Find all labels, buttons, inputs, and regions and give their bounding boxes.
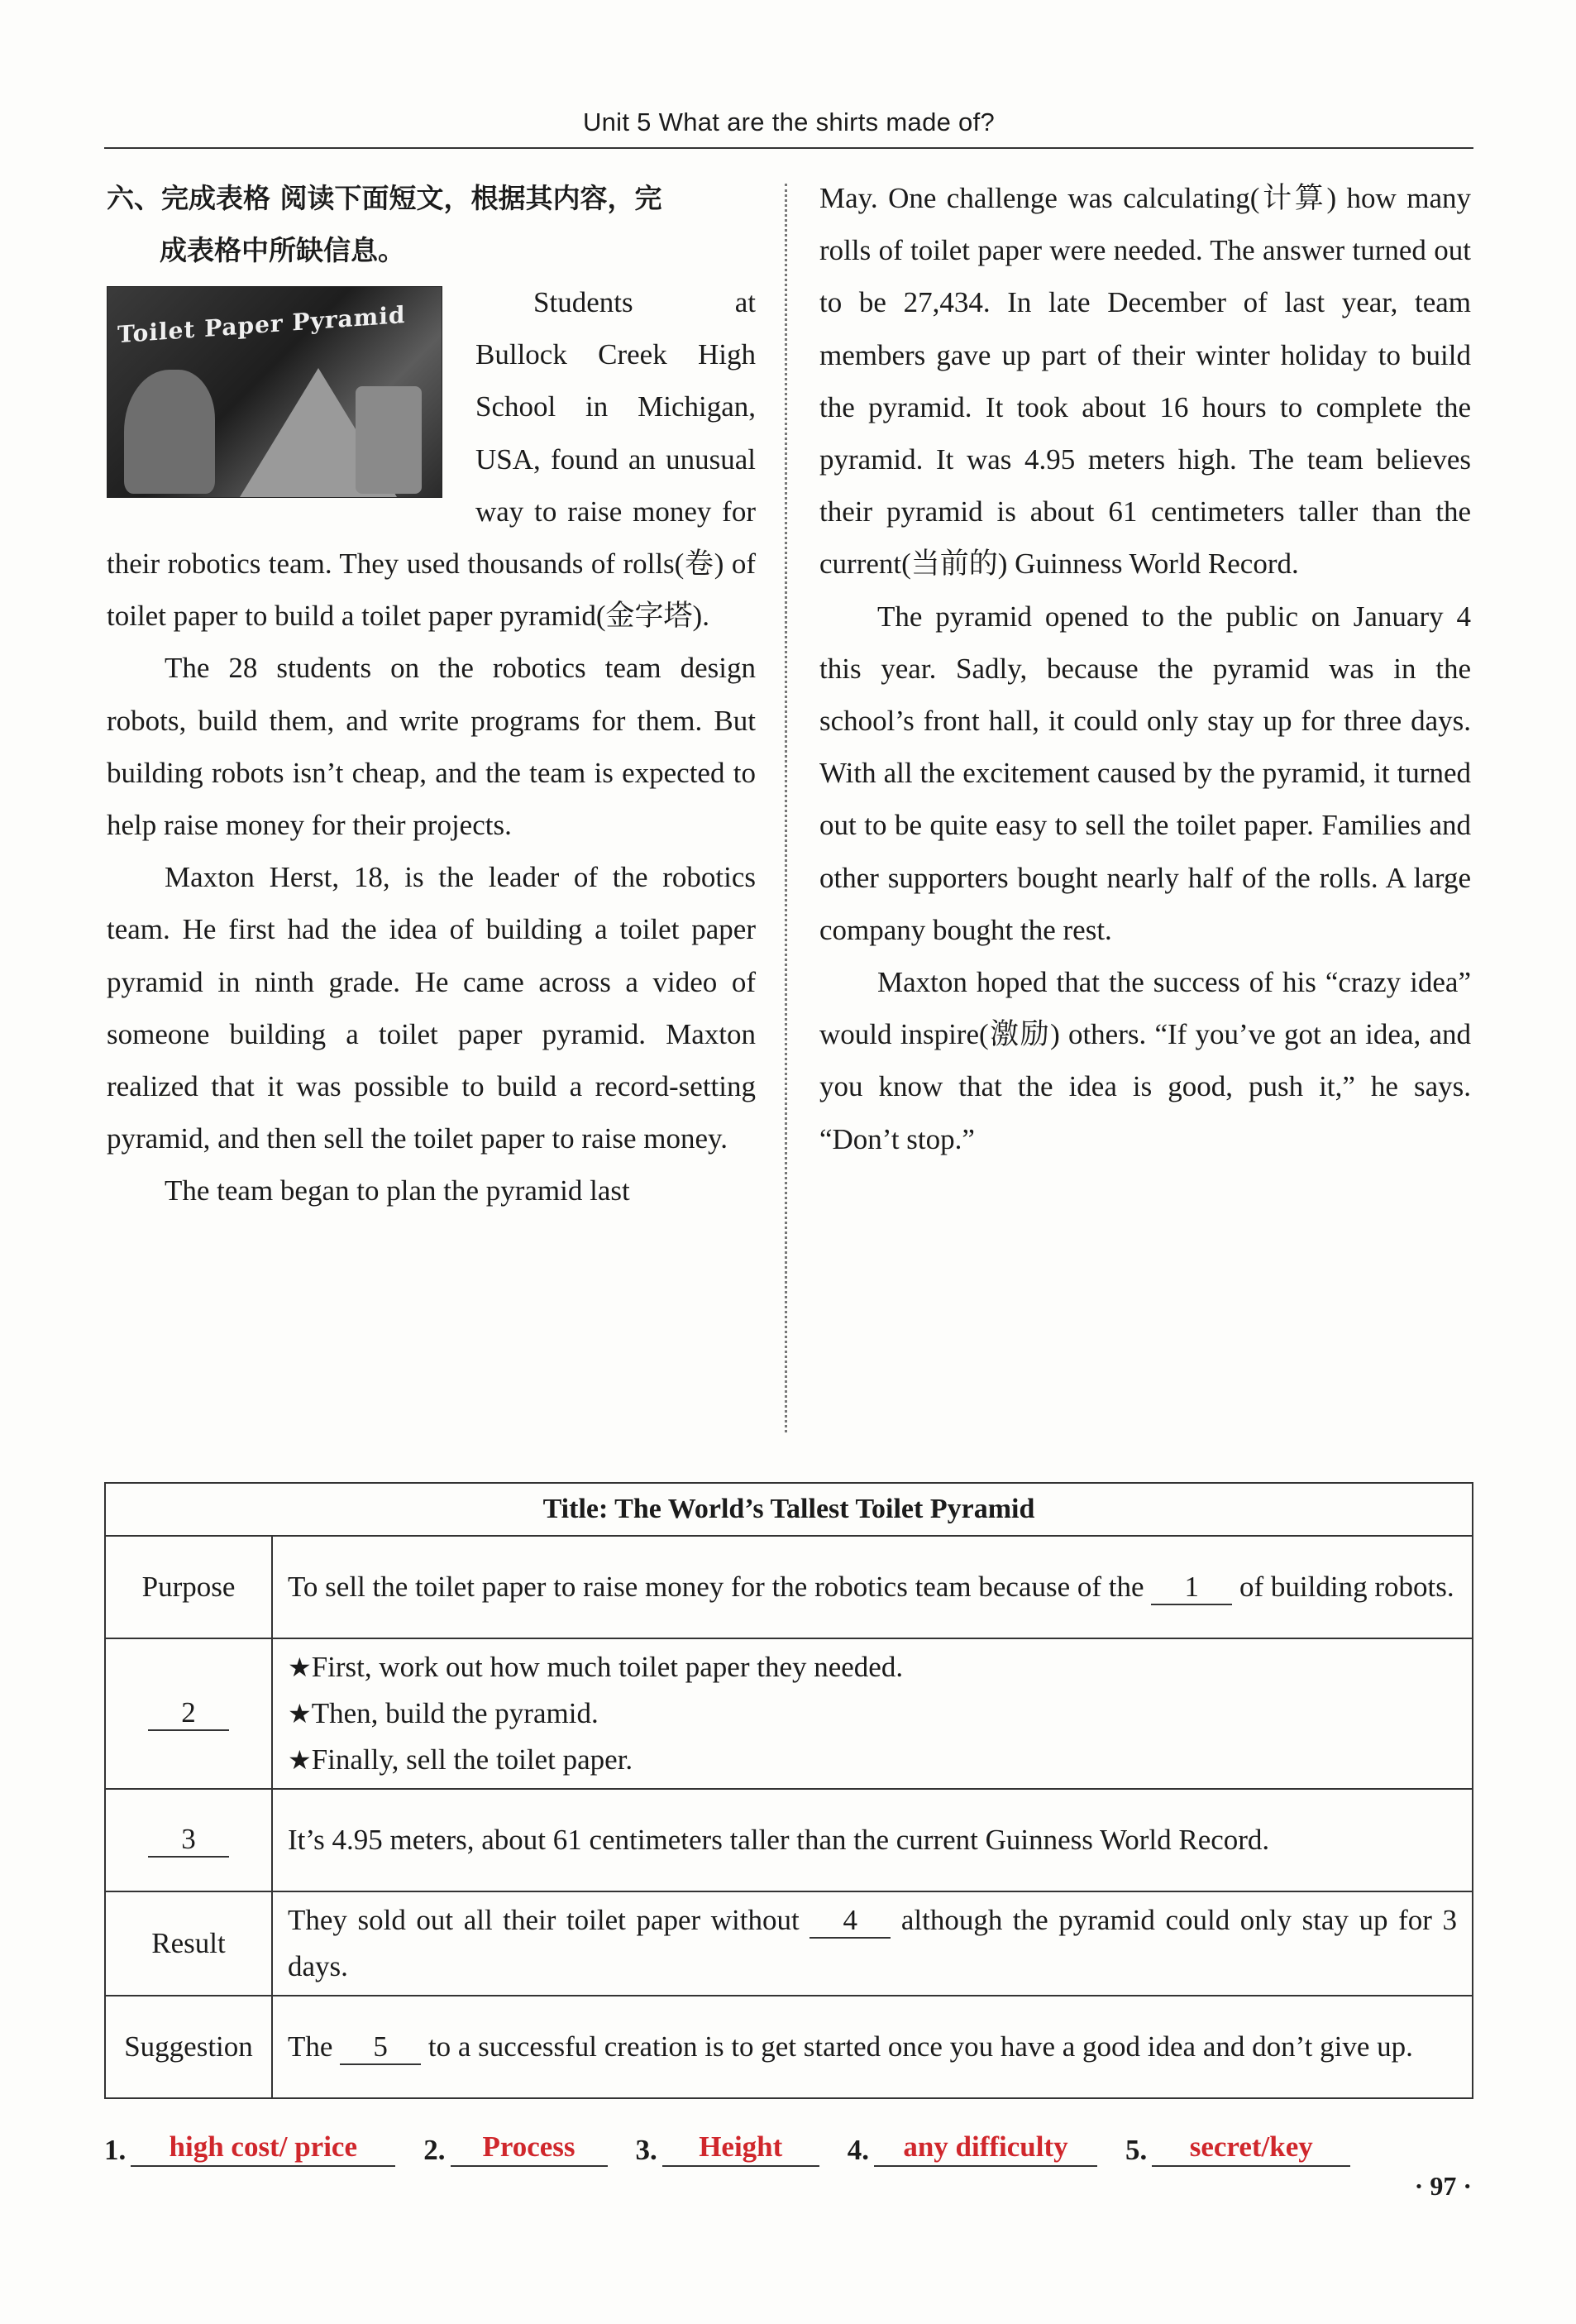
paragraph-3: Maxton Herst, 18, is the leader of the robotics team. He first had the idea of building a toilet paper pyramid in ninth grade. He came across a video of someone building a toilet paper pyramid. Maxton realized that it was possible to build a record-setting pyramid, and then sell the toilet paper to raise money.: [107, 861, 756, 1155]
star-icon: ★: [288, 1744, 312, 1776]
row-label-purpose: Purpose: [105, 1536, 272, 1638]
suggestion-text-a: The: [288, 2030, 341, 2063]
row-content-height: It’s 4.95 meters, about 61 centimeters taller than the current Guinness World Record.: [272, 1789, 1473, 1891]
paragraph-1: Students at Bullock Creek High School in Michigan, USA, found an unusual way to raise money for their robotics team. They used thousands of rolls(卷) of toilet paper to build a toilet paper pyramid(金字塔).: [107, 286, 756, 633]
row-label-3: [105, 1789, 272, 1891]
column-divider: [785, 184, 787, 1432]
info-table: [104, 1482, 1473, 2099]
answer-number: 1.: [104, 2134, 127, 2166]
star-icon: ★: [288, 1652, 312, 1683]
table-row: [105, 1789, 1473, 1891]
purpose-text-a: To sell the toilet paper to raise money for the robotics team because of the: [288, 1571, 1152, 1603]
answer-value[interactable]: high cost/ price: [131, 2129, 395, 2167]
row-label-result: Result: [105, 1891, 272, 1996]
answer-number: 3.: [635, 2134, 657, 2166]
answer-item-2: [423, 2129, 607, 2167]
answer-number: 4.: [847, 2134, 869, 2166]
table-title: Title: The World’s Tallest Toilet Pyramid: [105, 1483, 1473, 1536]
photo-robot-figure: [356, 386, 422, 494]
photo-figure-left: [124, 370, 215, 494]
task-line-2: 成表格中所缺信息。: [160, 234, 405, 266]
answer-value[interactable]: any difficulty: [874, 2129, 1097, 2167]
paragraph-6: Maxton hoped that the success of his “crazy idea” would inspire(激励) others. “If you’ve got an idea, and you know that the idea is good, push it,” he says. “Don’t stop.”: [819, 966, 1471, 1155]
photo-banner-text: Toilet Paper Pyramid: [117, 300, 406, 349]
paragraph-2: The 28 students on the robotics team design robots, build them, and write programs for them. But building robots isn’t cheap, and the team is expected to help raise money for their projects.: [107, 652, 756, 842]
blank-5[interactable]: 5: [340, 2030, 421, 2065]
task-instructions: [107, 172, 756, 276]
process-step-1: [288, 1644, 1457, 1690]
answer-value[interactable]: Height: [662, 2129, 819, 2167]
row-content-result: [272, 1891, 1473, 1996]
paragraph-4-continued: May. One challenge was calculating(计算) how many rolls of toilet paper were needed. The answer turned out to be 27,434. In late December of last year, team members gave up part of their winter holiday to build the pyramid. It took about 16 hours to complete the pyramid. It was 4.95 meters high. The team believes their pyramid is about 61 centimeters taller than the current(当前的) Guinness World Record.: [819, 182, 1471, 581]
result-text-a: They sold out all their toilet paper without: [288, 1904, 810, 1936]
page-number: · 97 ·: [1414, 2171, 1472, 2201]
answer-number: 2.: [423, 2134, 446, 2166]
page-header: Unit 5 What are the shirts made of?: [104, 98, 1473, 149]
process-step-3-text: Finally, sell the toilet paper.: [311, 1743, 633, 1776]
process-step-1-text: First, work out how much toilet paper they needed.: [311, 1651, 904, 1683]
star-icon: ★: [288, 1698, 312, 1729]
answer-item-4: [848, 2129, 1097, 2167]
table-row: [105, 1891, 1473, 1996]
task-line-1: 六、完成表格 阅读下面短文，根据其内容，完: [107, 182, 662, 214]
paragraph-4-start: The team began to plan the pyramid last: [165, 1174, 630, 1207]
answer-value[interactable]: secret/key: [1152, 2129, 1350, 2167]
answer-item-5: [1125, 2129, 1350, 2167]
paragraph-5: The pyramid opened to the public on January 4 this year. Sadly, because the pyramid was in the school’s front hall, it could only stay up for three days. With all the excitement caused by the pyramid, it turned out to be quite easy to sell the toilet paper. Families and other supporters bought nearly half of the rolls. A large company bought the rest.: [819, 600, 1471, 946]
right-column: [819, 172, 1471, 1165]
blank-3[interactable]: 3: [148, 1823, 229, 1858]
table-row: [105, 1638, 1473, 1789]
pyramid-photo: [107, 286, 442, 498]
process-step-2-text: Then, build the pyramid.: [311, 1697, 599, 1729]
answer-item-1: [104, 2129, 395, 2167]
process-step-3: [288, 1737, 1457, 1783]
blank-1[interactable]: 1: [1151, 1571, 1232, 1605]
answer-key: [104, 2117, 1473, 2167]
purpose-text-b: of building robots.: [1232, 1571, 1454, 1603]
suggestion-text-b: to a successful creation is to get started once you have a good idea and don’t give up.: [421, 2030, 1413, 2063]
row-label-2: [105, 1638, 272, 1789]
answer-value[interactable]: Process: [451, 2129, 608, 2167]
table-row: [105, 1996, 1473, 2098]
left-column: [107, 172, 756, 1217]
row-content-process: [272, 1638, 1473, 1789]
blank-2[interactable]: 2: [148, 1696, 229, 1731]
row-content-suggestion: [272, 1996, 1473, 2098]
answer-number: 5.: [1125, 2134, 1148, 2166]
process-step-2: [288, 1690, 1457, 1737]
table-row: [105, 1536, 1473, 1638]
result-text-b: although the pyramid could only stay up for 3 days.: [288, 1904, 1457, 1982]
blank-4[interactable]: 4: [809, 1904, 891, 1939]
row-label-suggestion: Suggestion: [105, 1996, 272, 2098]
answer-item-3: [636, 2129, 819, 2167]
row-content-purpose: [272, 1536, 1473, 1638]
